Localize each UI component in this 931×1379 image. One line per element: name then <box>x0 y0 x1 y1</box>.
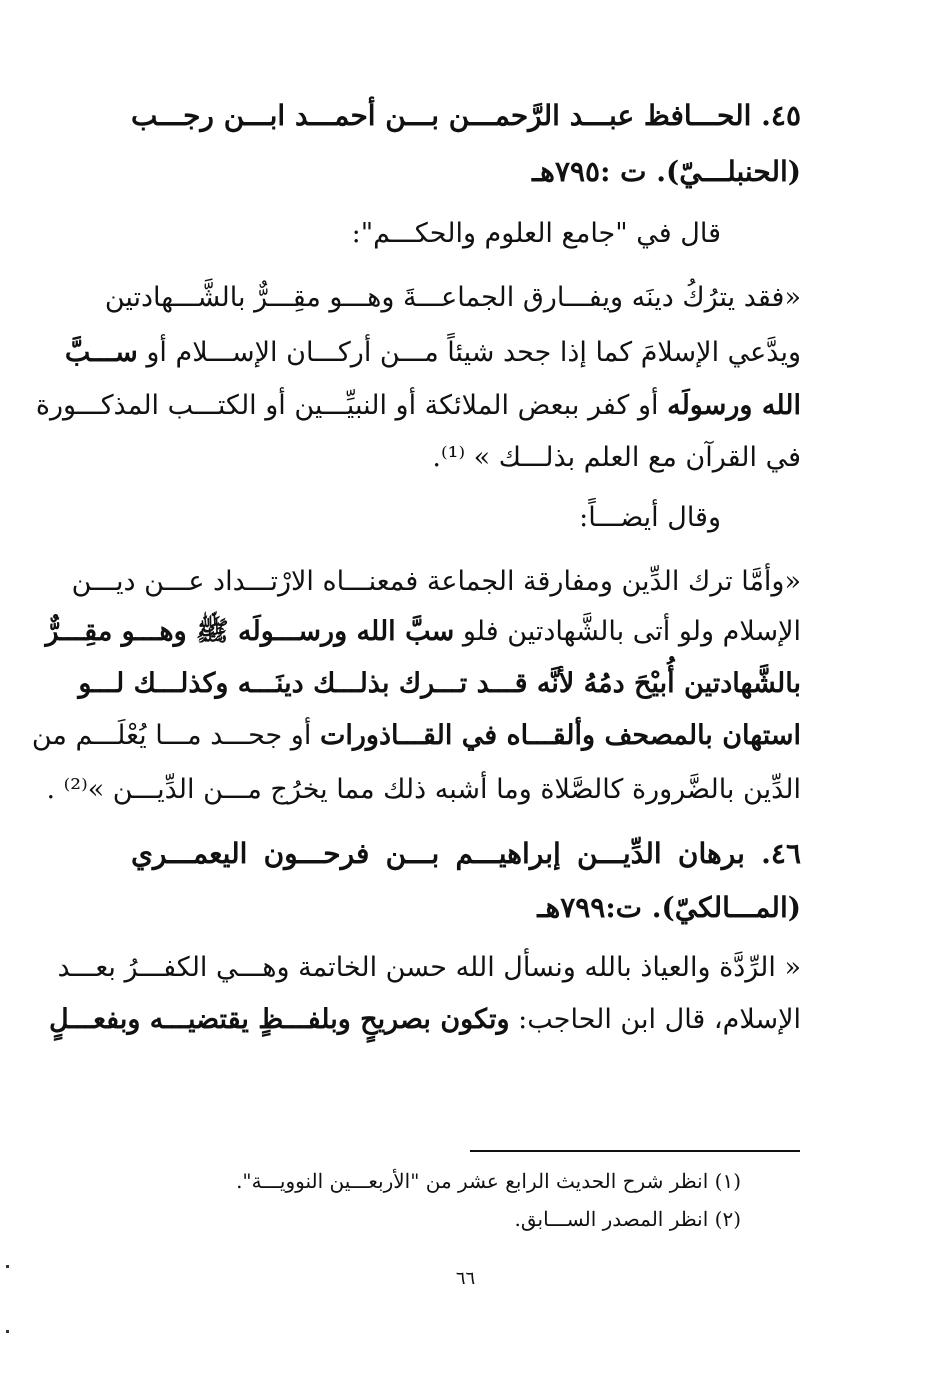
quote-line <box>31 716 801 756</box>
intro-line: وقال أيضـــاً: <box>579 502 721 533</box>
quote-line <box>48 1000 801 1040</box>
scan-artifact <box>6 1330 9 1333</box>
quote-text: أو كفر ببعض الملائكة أو النبيِّـــين أو الكتـــب المذكـــورة <box>35 390 659 421</box>
quote-text: ويدَّعي الإسلامَ كما إذا جحد شيئاً مـــن أركـــان الإســـلام أو <box>146 337 801 368</box>
section-46-heading: ٤٦. برهان الدِّيـــن إبراهيـــم بـــن فرحـــون اليعمـــري <box>131 837 801 870</box>
quote-line: «وأمَّا ترك الدِّين ومفارقة الجماعة فمعنـــاه الارْتـــداد عـــن ديـــن <box>71 566 801 597</box>
quote-bold-text: استهان بالمصحف وألقـــاه في القـــاذورات <box>319 720 801 751</box>
quote-line: «فقد يترُكُ دينَه ويفـــارق الجماعـــةَ وهـــو مقِـــرٌّ بالشَّـــهادتين <box>104 282 801 313</box>
quote-text: الإسلام ولو أتى بالشَّهادتين فلو <box>462 616 801 647</box>
quote-line: بالشَّهادتين أُبيْحَ دمُهُ لأنَّه قـــد تـــرك بذلـــك دينَـــه وكذلـــك لـــو <box>78 668 801 699</box>
quote-line <box>64 333 801 373</box>
quote-line <box>45 612 801 652</box>
intro-line: قال في "جامع العلوم والحكـــم": <box>351 218 721 249</box>
quote-bold-text: ســـبَّ <box>64 337 138 368</box>
scan-artifact <box>6 1265 9 1268</box>
footnote-divider <box>470 1150 800 1152</box>
quote-text: أو جحـــد مـــا يُعْلَـــم من <box>31 720 312 751</box>
quote-bold-text: وتكون بصريحٍ وبلفـــظٍ يقتضيـــه وبفعـــلٍ <box>48 1004 510 1035</box>
footnote-1: (١) انظر شرح الحديث الرابع عشر من "الأربعـــين النوويـــة". <box>236 1169 741 1193</box>
quote-line: في القرآن مع العلم بذلـــك » ⁽¹⁾. <box>432 442 801 473</box>
quote-text: الإسلام، قال ابن الحاجب: <box>518 1004 801 1035</box>
quote-bold-text: الله ورسولَه <box>667 390 801 421</box>
section-45-heading-cont: (الحنبلـــيّ). ت :٧٩٥هـ <box>531 155 801 188</box>
quote-bold-text: سبَّ الله ورســـولَه ﷺ وهـــو مقِـــرٌّ <box>45 616 455 647</box>
footnote-2: (٢) انظر المصدر الســـابق. <box>514 1207 741 1231</box>
quote-line <box>35 386 801 426</box>
quote-line: « الرِّدَّة والعياذ بالله ونسأل الله حسن الخاتمة وهـــي الكفـــرُ بعـــد <box>57 952 801 983</box>
section-46-heading-cont: (المـــالكيّ). ت:٧٩٩هـ <box>537 891 801 924</box>
section-45-heading: ٤٥. الحـــافظ عبـــد الرَّحمـــن بـــن أحمـــد ابـــن رجـــب <box>131 99 801 132</box>
page-number: ٦٦ <box>455 1268 476 1289</box>
quote-line: الدِّين بالضَّرورة كالصَّلاة وما أشبه ذلك مما يخرُج مـــن الدِّيـــن »⁽²⁾ . <box>46 774 801 805</box>
